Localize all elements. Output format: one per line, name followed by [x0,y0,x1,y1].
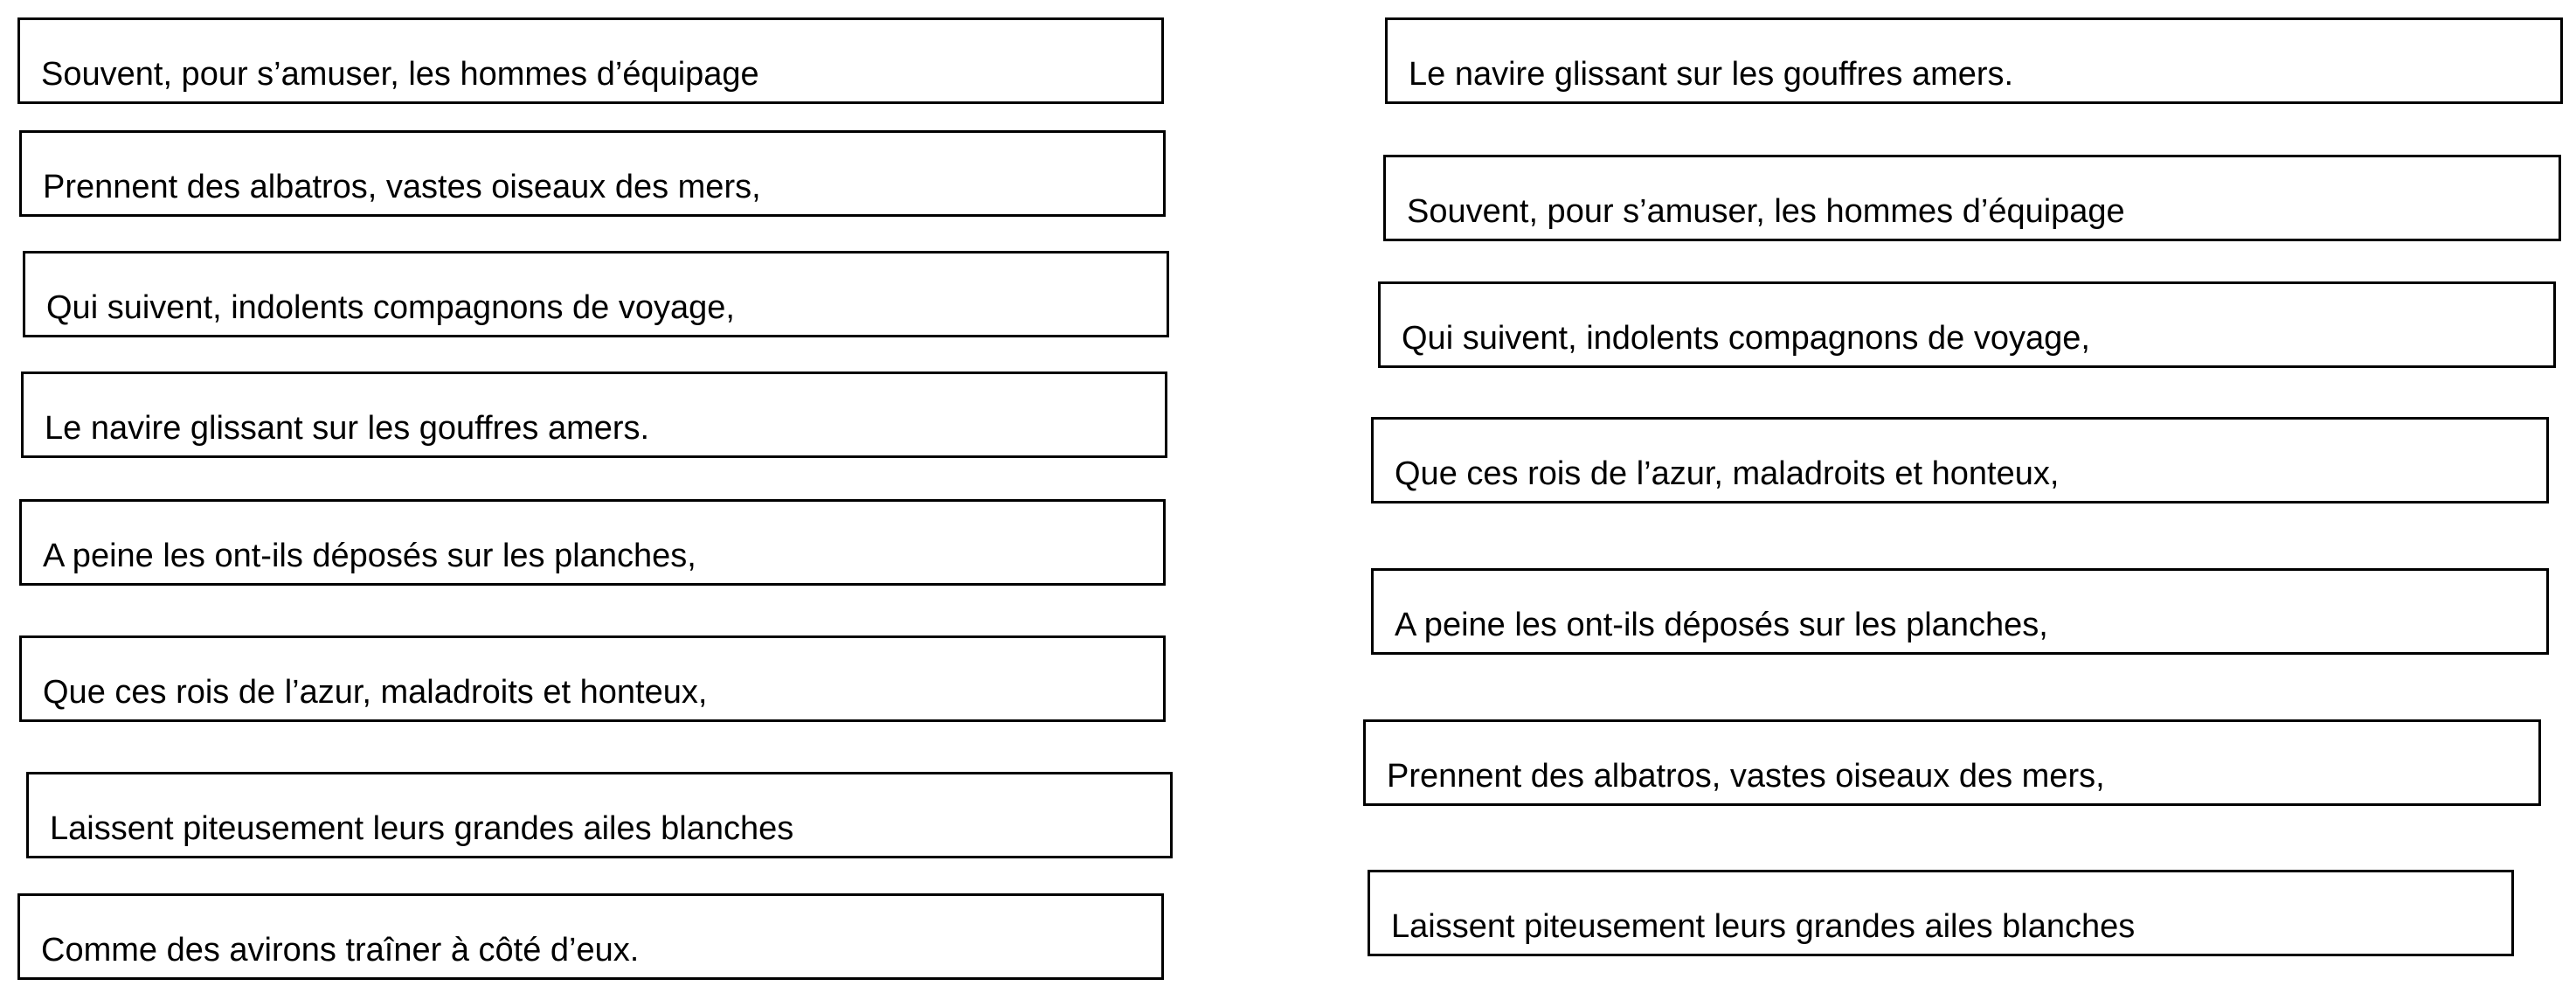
verse-card[interactable] [26,772,1173,858]
verse-card[interactable] [21,372,1167,458]
verse-card[interactable] [1385,17,2563,104]
verse-text: Qui suivent, indolents compagnons de voyage, [46,289,735,326]
verse-card[interactable] [17,893,1164,980]
verse-card[interactable] [1383,155,2561,241]
verse-text: Que ces rois de l’azur, maladroits et honteux, [43,674,708,711]
verse-text: Prennent des albatros, vastes oiseaux des mers, [1387,758,2105,795]
verse-card[interactable] [19,499,1166,586]
verse-text: Que ces rois de l’azur, maladroits et honteux, [1395,455,2060,492]
verse-card[interactable] [1371,568,2549,655]
verse-text: Prennent des albatros, vastes oiseaux des mers, [43,169,761,205]
verse-text: Le navire glissant sur les gouffres amers. [45,410,650,447]
verse-text: Laissent piteusement leurs grandes ailes blanches [50,810,794,847]
verse-card[interactable] [1368,870,2514,956]
verse-text: Souvent, pour s’amuser, les hommes d’équipage [41,56,759,93]
verse-card[interactable] [1378,281,2556,368]
verse-card[interactable] [1371,417,2549,503]
verse-card[interactable] [17,17,1164,104]
verse-text: Comme des avirons traîner à côté d’eux. [41,932,640,969]
verse-text: Souvent, pour s’amuser, les hommes d’équipage [1407,193,2125,230]
verse-text: A peine les ont-ils déposés sur les planches, [43,538,696,574]
verse-text: A peine les ont-ils déposés sur les planches, [1395,607,2048,643]
verse-text: Qui suivent, indolents compagnons de voyage, [1402,320,2090,357]
verse-text: Laissent piteusement leurs grandes ailes blanches [1391,908,2136,945]
verse-card[interactable] [19,130,1166,217]
verse-card[interactable] [23,251,1169,337]
verse-text: Le navire glissant sur les gouffres amers. [1409,56,2014,93]
verse-card[interactable] [1363,719,2541,806]
verse-card[interactable] [19,635,1166,722]
